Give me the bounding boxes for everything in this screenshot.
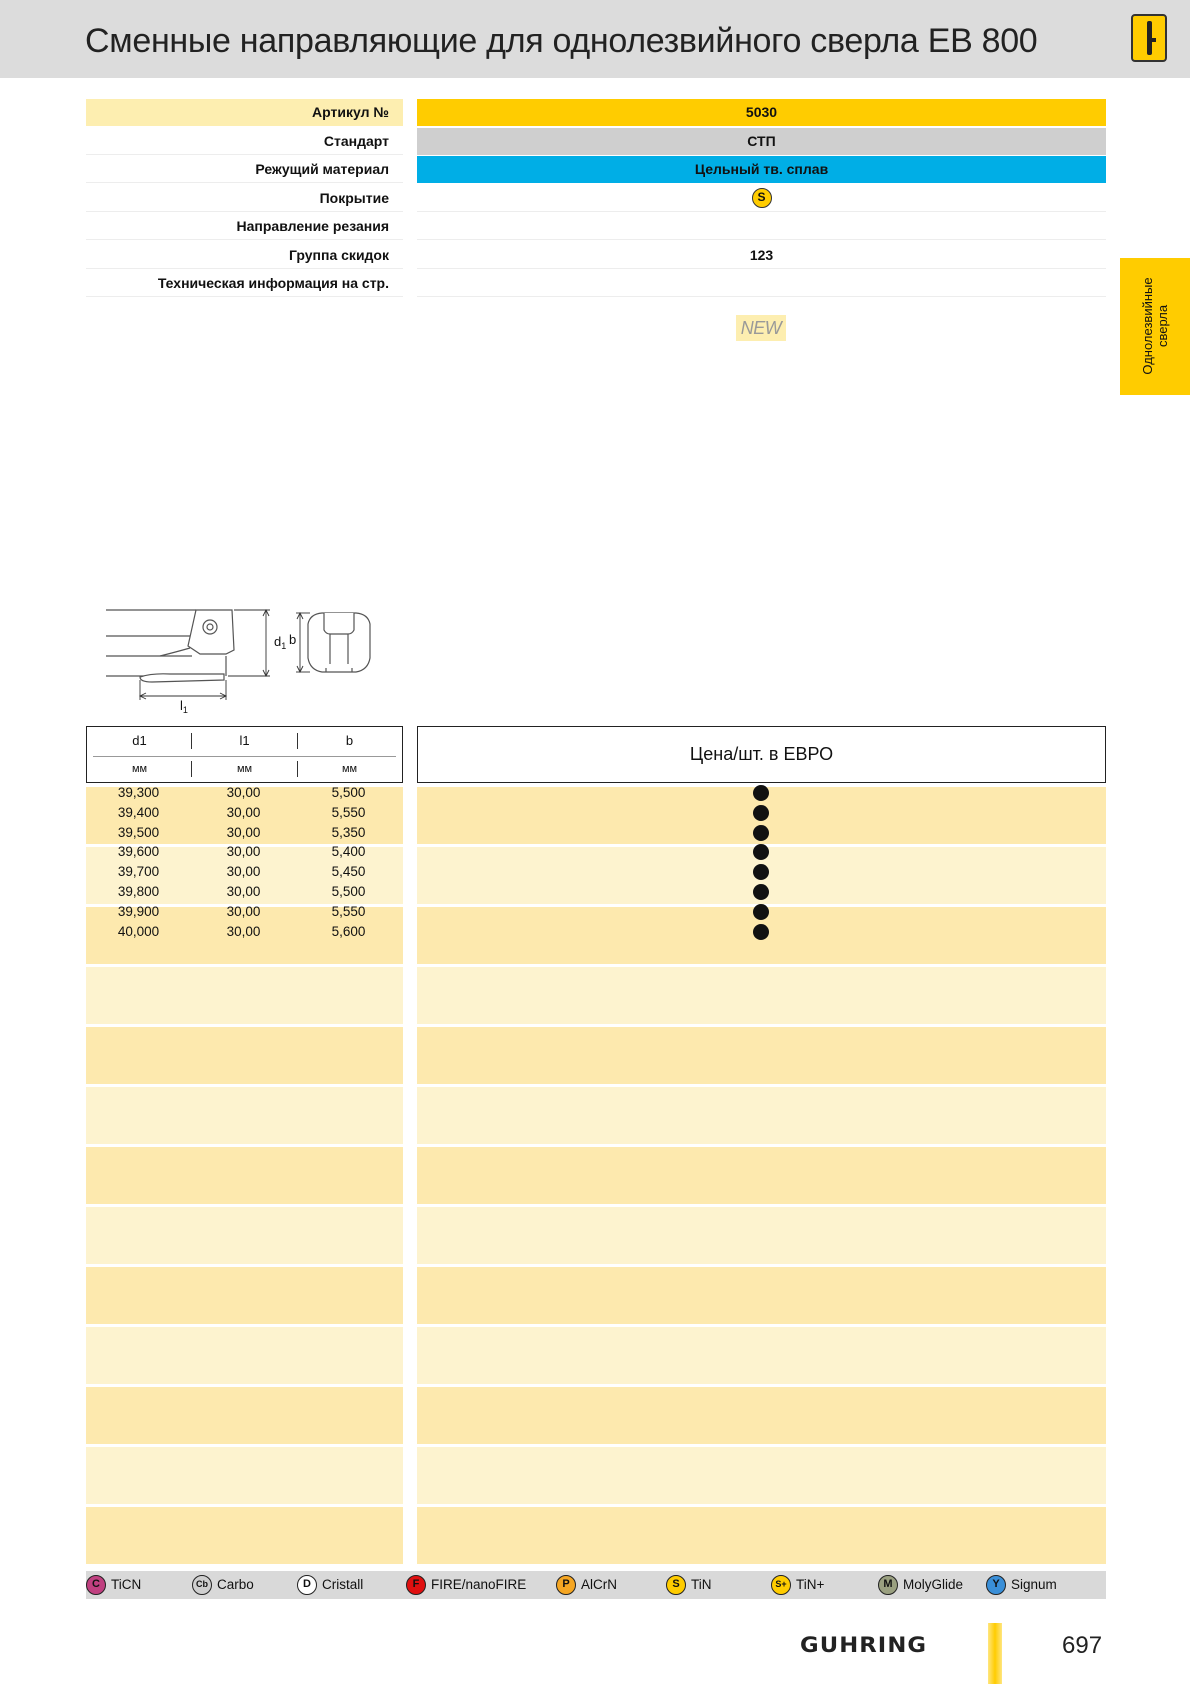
- col-unit-l1: мм: [236, 763, 253, 775]
- cell-l1: 30,00: [226, 864, 261, 880]
- legend-item: [771, 1575, 824, 1595]
- legend-item: [878, 1575, 963, 1595]
- footer-accent-bar: [988, 1623, 1002, 1684]
- techinfo-label: Техническая информация на стр.: [86, 270, 403, 297]
- cell-b: 5,600: [331, 923, 366, 939]
- legend-item: [406, 1575, 526, 1595]
- discount-group-value: 123: [417, 242, 1106, 269]
- legend-item: [986, 1575, 1057, 1595]
- techinfo-value: [417, 270, 1106, 297]
- table-row: [86, 823, 403, 843]
- cell-d1: 39,300: [117, 785, 160, 800]
- dimension-table-header: [86, 726, 403, 783]
- coating-tin-badge: S: [752, 188, 772, 208]
- legend-item: [297, 1575, 363, 1595]
- coating-badge-icon: D: [297, 1575, 317, 1595]
- spec-row-techinfo: [86, 270, 1106, 298]
- section-tab-single-lip-drills[interactable]: [1120, 258, 1190, 395]
- cell-d1: 39,600: [117, 844, 160, 860]
- table-band: [86, 967, 403, 1024]
- cutting-direction-value: [417, 213, 1106, 240]
- spec-row-standard: [86, 128, 1106, 156]
- spec-row-article: [86, 99, 1106, 127]
- page-number: 697: [1062, 1632, 1103, 1659]
- coating-badge-icon: Y: [986, 1575, 1006, 1595]
- legend-label: Signum: [1011, 1577, 1057, 1592]
- table-band: [86, 1327, 403, 1384]
- col-unit-d1: мм: [131, 763, 148, 775]
- legend-item: [86, 1575, 141, 1595]
- cell-d1: 40,000: [117, 923, 160, 939]
- table-band: [86, 1147, 403, 1204]
- cell-l1: 30,00: [226, 785, 261, 800]
- spec-row-discount: [86, 242, 1106, 270]
- cell-l1: 30,00: [226, 824, 261, 840]
- table-band: [86, 1207, 403, 1264]
- table-row: [86, 882, 403, 902]
- table-band: [417, 1387, 1106, 1444]
- page-title: Сменные направляющие для однолезвийного сверла EB 800: [85, 22, 1038, 60]
- table-band: [86, 1447, 403, 1504]
- guide-pad-drawing: [100, 598, 390, 716]
- cell-b: 5,400: [331, 844, 366, 860]
- legend-label: MolyGlide: [903, 1577, 964, 1592]
- table-band: [86, 1267, 403, 1324]
- coating-badge-icon: C: [86, 1575, 106, 1595]
- availability-dot: [753, 785, 769, 801]
- table-band: [417, 1447, 1106, 1504]
- legend-label: TiCN: [111, 1577, 142, 1592]
- table-band: [417, 1147, 1106, 1204]
- article-value: 5030: [417, 99, 1106, 126]
- new-badge: NEW: [736, 315, 786, 341]
- coating-legend: [86, 1571, 1106, 1599]
- col-unit-b: мм: [341, 763, 358, 775]
- cutting-direction-label: Направление резания: [86, 213, 403, 240]
- cell-l1: 30,00: [226, 923, 261, 939]
- spec-row-cutting-direction: [86, 213, 1106, 241]
- cell-b: 5,500: [331, 785, 366, 800]
- table-band: [86, 1507, 403, 1564]
- table-band: [417, 1327, 1106, 1384]
- single-lip-drill-icon: [1131, 14, 1167, 62]
- legend-item: [666, 1575, 712, 1595]
- coating-badge-icon: P: [556, 1575, 576, 1595]
- cell-l1: 30,00: [226, 804, 261, 820]
- legend-label: AlCrN: [581, 1577, 617, 1592]
- availability-dot: [753, 825, 769, 841]
- table-band: [417, 1027, 1106, 1084]
- legend-label: Carbo: [217, 1577, 254, 1592]
- table-row: [86, 902, 403, 922]
- price-column-header: Цена/шт. в ЕВРО: [417, 726, 1106, 783]
- table-band: [417, 1267, 1106, 1324]
- cell-d1: 39,500: [117, 824, 160, 840]
- legend-label: Cristall: [322, 1577, 364, 1592]
- legend-item: [192, 1575, 254, 1595]
- coating-badge-icon: M: [878, 1575, 898, 1595]
- article-label: Артикул №: [86, 99, 403, 126]
- legend-item: [556, 1575, 617, 1595]
- table-band: [417, 1087, 1106, 1144]
- standard-label: Стандарт: [86, 128, 403, 155]
- dim-b-label-visible: b: [289, 632, 297, 647]
- availability-dot: [753, 904, 769, 920]
- dim-l1-label: $l_1$: [180, 698, 188, 715]
- legend-label: FIRE/nanoFIRE: [431, 1577, 527, 1592]
- table-row: [86, 783, 403, 803]
- cell-d1: 39,400: [117, 804, 160, 820]
- table-band: [86, 1087, 403, 1144]
- discount-group-label: Группа скидок: [86, 242, 403, 269]
- table-band: [417, 1507, 1106, 1564]
- spec-row-coating: [86, 185, 1106, 213]
- page-header: [0, 0, 1190, 78]
- spec-row-material: [86, 156, 1106, 184]
- dim-d1-label: $d_1$: [274, 634, 287, 651]
- table-row: [86, 862, 403, 882]
- cell-b: 5,450: [331, 864, 366, 880]
- cell-b: 5,550: [331, 804, 366, 820]
- table-band: [86, 1027, 403, 1084]
- table-band: [86, 1387, 403, 1444]
- coating-badge-icon: S+: [771, 1575, 791, 1595]
- cell-d1: 39,700: [117, 864, 160, 880]
- col-header-b: b: [345, 733, 354, 748]
- availability-dot: [753, 924, 769, 940]
- cell-b: 5,350: [331, 824, 366, 840]
- cell-b: 5,500: [331, 884, 366, 899]
- col-header-l1: l1: [239, 733, 250, 748]
- table-band: [417, 967, 1106, 1024]
- cell-b: 5,550: [331, 903, 366, 919]
- availability-dot: [753, 805, 769, 821]
- cell-d1: 39,800: [117, 884, 160, 899]
- table-row: [86, 842, 403, 862]
- coating-badge-icon: F: [406, 1575, 426, 1595]
- table-row: [86, 922, 403, 942]
- table-band: [417, 1207, 1106, 1264]
- coating-label: Покрытие: [86, 185, 403, 212]
- legend-label: TiN+: [796, 1577, 825, 1592]
- cell-l1: 30,00: [226, 884, 261, 899]
- coating-badge-icon: S: [666, 1575, 686, 1595]
- table-row: [86, 803, 403, 823]
- section-tab-label: Однолезвийные сверла: [1140, 277, 1170, 375]
- cell-d1: 39,900: [117, 903, 160, 919]
- cell-l1: 30,00: [226, 844, 261, 860]
- cell-l1: 30,00: [226, 903, 261, 919]
- material-value: Цельный тв. сплав: [417, 156, 1106, 183]
- brand-logo: GUHRING: [800, 1633, 928, 1657]
- coating-badge-icon: Cb: [192, 1575, 212, 1595]
- availability-dot: [753, 884, 769, 900]
- col-header-d1: d1: [132, 733, 147, 748]
- material-label: Режущий материал: [86, 156, 403, 183]
- legend-label: TiN: [691, 1577, 712, 1592]
- standard-value: СТП: [417, 128, 1106, 155]
